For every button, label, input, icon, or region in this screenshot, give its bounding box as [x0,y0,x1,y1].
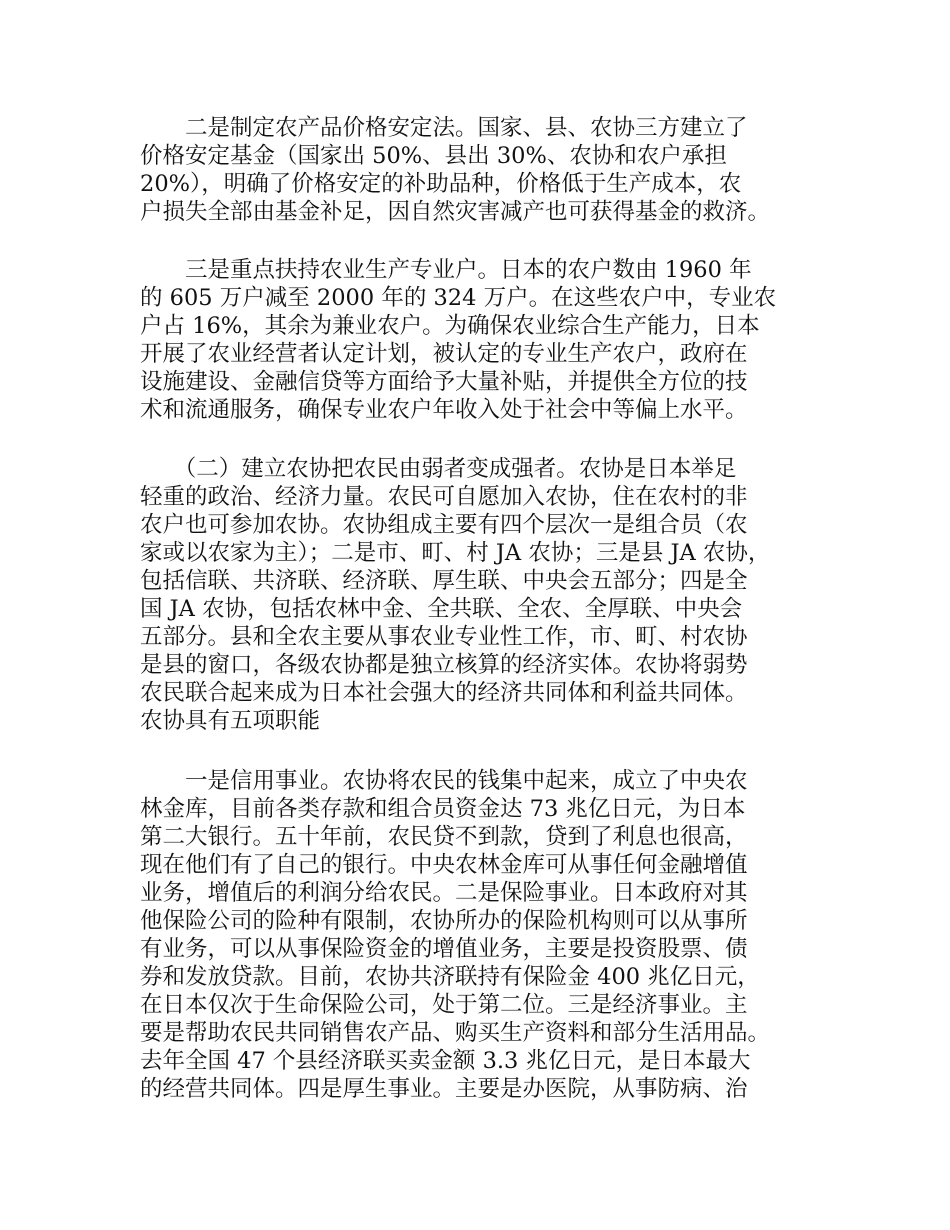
text-line: 价格安定基金（国家出 50%、县出 30%、农协和农户承担 [140,143,727,169]
text-line: 的经营共同体。四是厚生事业。主要是办医院，从事防病、治 [140,1076,748,1102]
text-line: 五部分。县和全农主要从事农业专业性工作，市、町、村农协 [140,624,748,650]
text-line: 开展了农业经营者认定计划，被认定的专业生产农户，政府在 [140,341,748,367]
text-line: 的 605 万户减至 2000 年的 324 万户。在这些农户中，专业农 [140,285,777,311]
text-line: 券和发放贷款。目前，农协共济联持有保险金 400 兆亿日元， [140,964,760,990]
text-line: 轻重的政治、经济力量。农民可自愿加入农协，住在农村的非 [140,484,748,510]
text-line: 去年全国 47 个县经济联买卖金额 3.3 兆亿日元，是日本最大 [140,1048,751,1074]
paragraph-agricultural-cooperatives [140,455,830,735]
text-line: 家或以农家为主）；二是市、町、村 JA 农协；三是县 JA 农协， [140,540,771,566]
text-line: 农户也可参加农协。农协组成主要有四个层次一是组合员（农 [140,512,748,538]
text-line: 一是信用事业。农协将农民的钱集中起来，成立了中央农 [140,768,748,794]
text-line: 是县的窗口，各级农协都是独立核算的经济实体。农协将弱势 [140,652,748,678]
text-line: 业务，增值后的利润分给农民。二是保险事业。日本政府对其 [140,880,748,906]
text-line: 第二大银行。五十年前，农民贷不到款，贷到了利息也很高， [140,824,748,850]
text-line: 他保险公司的险种有限制，农协所办的保险机构则可以从事所 [140,908,748,934]
text-line: 现在他们有了自己的银行。中央农林金库可从事任何金融增值 [140,852,748,878]
text-line: 三是重点扶持农业生产专业户。日本的农户数由 1960 年 [140,257,752,283]
paragraph-specialized-farmers [140,256,830,424]
text-line: 设施建设、金融信贷等方面给予大量补贴，并提供全方位的技 [140,369,748,395]
text-line: （二）建立农协把农民由弱者变成强者。农协是日本举足 [140,456,737,482]
text-line: 户占 16%，其余为兼业农户。为确保农业综合生产能力，日本 [140,313,760,339]
text-line: 在日本仅次于生命保险公司，处于第二位。三是经济事业。主 [140,992,748,1018]
text-line: 包括信联、共济联、经济联、厚生联、中央会五部分；四是全 [140,568,748,594]
text-line: 有业务，可以从事保险资金的增值业务，主要是投资股票、债 [140,936,748,962]
paragraph-price-stabilization [140,114,830,226]
paragraph-cooperative-functions [140,767,830,1103]
text-line: 术和流通服务，确保专业农户年收入处于社会中等偏上水平。 [140,397,748,423]
text-line: 农民联合起来成为日本社会强大的经济共同体和利益共同体。 [140,680,748,706]
text-line: 户损失全部由基金补足，因自然灾害减产也可获得基金的救济。 [140,199,771,225]
text-line: 农协具有五项职能 [140,708,321,734]
text-line: 林金库，目前各类存款和组合员资金达 73 兆亿日元，为日本 [140,796,746,822]
text-line: 要是帮助农民共同销售农产品、购买生产资料和部分生活用品。 [140,1020,771,1046]
text-line: 国 JA 农协，包括农林中金、全共联、全农、全厚联、中央会 [140,596,743,622]
text-line: 20%），明确了价格安定的补助品种，价格低于生产成本，农 [140,171,742,197]
text-line: 二是制定农产品价格安定法。国家、县、农协三方建立了 [140,115,748,141]
